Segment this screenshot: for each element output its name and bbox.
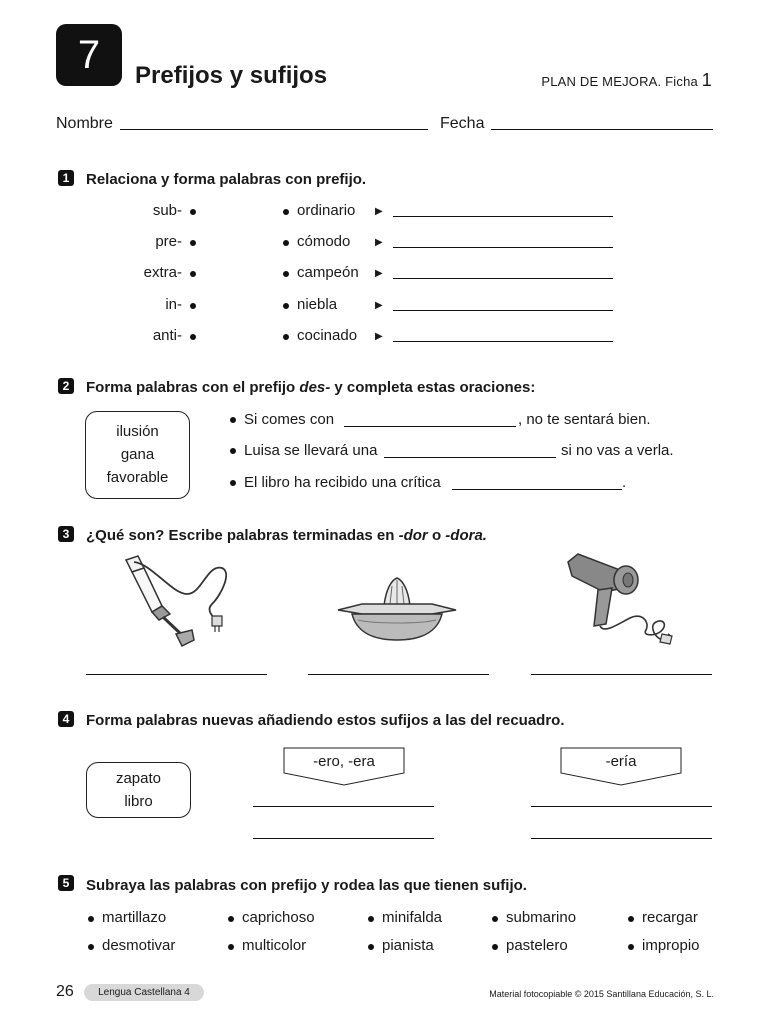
exercise-number: 2 (58, 378, 74, 394)
answer-line[interactable] (531, 838, 712, 839)
answer-line[interactable] (393, 278, 613, 279)
word-option[interactable]: pianista (382, 937, 434, 954)
exercise-4-instruction: Forma palabras nuevas añadiendo estos sufijos a las del recuadro. (86, 712, 565, 729)
word-option[interactable]: minifalda (382, 909, 443, 926)
instruction-part: o (427, 527, 446, 544)
page-title: Prefijos y sufijos (135, 62, 328, 89)
exercise-1-instruction: Relaciona y forma palabras con prefijo. (86, 171, 367, 188)
word-option[interactable]: pastelero (506, 937, 568, 954)
bullet (230, 448, 236, 454)
exercise-number: 4 (58, 711, 74, 727)
suffix-tag-2: -ería (605, 753, 637, 770)
word-box (86, 762, 191, 818)
match-dot-left[interactable] (190, 303, 196, 309)
match-dot-right[interactable] (283, 303, 289, 309)
arrow-icon: ▶ (375, 206, 383, 217)
match-dot-right[interactable] (283, 271, 289, 277)
date-field[interactable] (491, 129, 713, 130)
exercise-number: 3 (58, 526, 74, 542)
page-number: 26 (56, 983, 74, 1000)
unit-number: 7 (77, 32, 101, 77)
answer-line[interactable] (393, 310, 613, 311)
exercise-number: 1 (58, 170, 74, 186)
match-dot-left[interactable] (190, 334, 196, 340)
answer-line-3[interactable] (531, 674, 712, 675)
bullet (88, 916, 94, 922)
word-option[interactable]: submarino (506, 909, 577, 926)
match-dot-left[interactable] (190, 271, 196, 277)
answer-line[interactable] (393, 216, 613, 217)
bullet (88, 944, 94, 950)
box-word: zapato (115, 770, 162, 787)
word-option[interactable]: martillazo (102, 909, 167, 926)
book-label: Lengua Castellana 4 (84, 984, 204, 1001)
instruction-part: Forma palabras con el prefijo (86, 379, 300, 396)
answer-line[interactable] (253, 838, 434, 839)
word-item: ordinario (297, 202, 356, 219)
sentence-1-before: Si comes con (244, 411, 335, 428)
ficha-number: 1 (701, 70, 712, 90)
exercise-3-instruction (86, 527, 487, 544)
ficha-text: PLAN DE MEJORA. Ficha (541, 74, 698, 89)
exercise-2-instruction (86, 379, 535, 396)
word-option[interactable]: caprichoso (242, 909, 315, 926)
box-word: libro (124, 793, 153, 810)
arrow-icon: ▶ (375, 268, 383, 279)
sentence-1-blank[interactable] (344, 426, 516, 427)
word-item: niebla (297, 296, 338, 313)
date-label: Fecha (440, 115, 485, 132)
match-dot-right[interactable] (283, 334, 289, 340)
hand-blender-image (112, 554, 232, 654)
prefix-item: anti- (152, 327, 182, 344)
bullet (368, 916, 374, 922)
match-dot-right[interactable] (283, 240, 289, 246)
bullet (628, 944, 634, 950)
box-word: gana (120, 446, 155, 463)
arrow-icon: ▶ (375, 237, 383, 248)
bullet (228, 916, 234, 922)
instruction-part: ¿Qué son? Escribe palabras terminadas en (86, 527, 399, 544)
word-item: cómodo (297, 233, 351, 250)
sentence-2-blank[interactable] (384, 457, 556, 458)
answer-line[interactable] (531, 806, 712, 807)
citrus-juicer-image (334, 576, 460, 646)
name-field[interactable] (120, 129, 428, 130)
answer-line-1[interactable] (86, 674, 267, 675)
name-label: Nombre (56, 115, 113, 132)
instruction-part: y completa estas oraciones: (330, 379, 536, 396)
instruction-emphasis: des- (299, 379, 331, 396)
word-option[interactable]: recargar (642, 909, 698, 926)
hair-dryer-image (564, 552, 678, 648)
sentence-3-before: El libro ha recibido una crítica (244, 474, 441, 491)
bullet (230, 480, 236, 486)
exercise-5-instruction: Subraya las palabras con prefijo y rodea las que tienen sufijo. (86, 877, 527, 894)
answer-line[interactable] (393, 247, 613, 248)
prefix-item: in- (165, 296, 182, 313)
arrow-icon: ▶ (375, 331, 383, 342)
bullet (368, 944, 374, 950)
bullet (492, 944, 498, 950)
copyright-notice: Material fotocopiable © 2015 Santillana Educación, S. L. (489, 989, 714, 999)
arrow-icon: ▶ (375, 300, 383, 311)
prefix-item: pre- (155, 233, 182, 250)
bullet (628, 916, 634, 922)
sentence-3-blank[interactable] (452, 489, 622, 490)
box-word: ilusión (116, 423, 159, 440)
match-dot-left[interactable] (190, 209, 196, 215)
word-item: cocinado (297, 327, 358, 344)
instruction-emphasis: -dora. (445, 527, 487, 544)
ficha-label (541, 70, 712, 91)
instruction-emphasis: -dor (398, 527, 428, 544)
bullet (230, 417, 236, 423)
sentence-3-after: . (622, 474, 627, 491)
answer-line[interactable] (393, 341, 613, 342)
bullet (492, 916, 498, 922)
word-option[interactable]: multicolor (242, 937, 307, 954)
prefix-item: extra- (143, 264, 182, 281)
sentence-2-before: Luisa se llevará una (244, 442, 378, 459)
word-box (85, 411, 190, 499)
prefix-item: sub- (152, 202, 182, 219)
sentence-1-after: , no te sentará bien. (518, 411, 651, 428)
bullet (228, 944, 234, 950)
answer-line-2[interactable] (308, 674, 489, 675)
match-dot-right[interactable] (283, 209, 289, 215)
word-option[interactable]: desmotivar (102, 937, 176, 954)
answer-line[interactable] (253, 806, 434, 807)
sentence-2-after: si no vas a verla. (561, 442, 674, 459)
unit-number-badge (56, 24, 122, 86)
match-dot-left[interactable] (190, 240, 196, 246)
word-item: campeón (297, 264, 359, 281)
word-option[interactable]: impropio (642, 937, 700, 954)
exercise-number: 5 (58, 875, 74, 891)
suffix-tag-1: -ero, -era (313, 753, 375, 770)
box-word: favorable (106, 469, 169, 486)
